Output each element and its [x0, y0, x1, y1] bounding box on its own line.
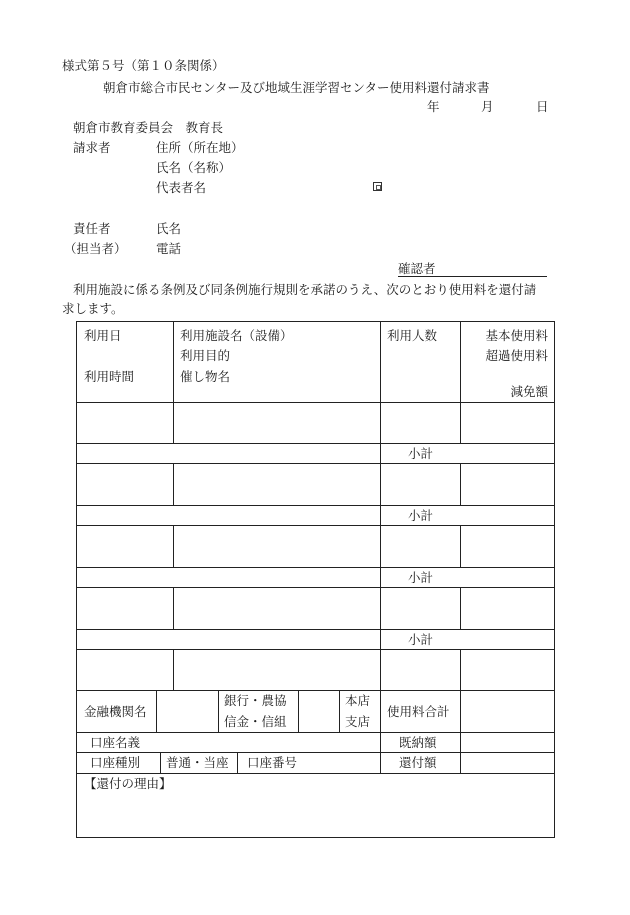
confirmer-label: 確認者 [398, 261, 436, 276]
row-line [77, 690, 554, 691]
row-line [77, 732, 554, 733]
header-count: 利用人数 [387, 328, 438, 343]
header-use-date: 利用日 [84, 328, 122, 343]
paid-amount-label: 既納額 [399, 735, 437, 750]
subtotal-label: 小計 [408, 632, 434, 647]
date-year: 年 [427, 99, 440, 114]
col-line [173, 587, 174, 629]
col-line [380, 463, 381, 505]
col-line [218, 690, 219, 732]
col-line [173, 525, 174, 567]
row-line [77, 443, 554, 444]
refund-table [76, 321, 555, 838]
col-line [460, 463, 461, 505]
header-purpose: 利用目的 [180, 348, 231, 363]
form-title: 朝倉市総合市民センター及び地域生涯学習センター使用料還付請求書 [103, 80, 490, 95]
account-name-label: 口座名義 [90, 735, 141, 750]
header-event: 催し物名 [180, 369, 231, 384]
responsible-label-2: （担当者） [64, 241, 127, 256]
col-line [460, 690, 461, 773]
col-line [160, 752, 161, 773]
col-line [380, 587, 381, 629]
col-line [460, 525, 461, 567]
account-type-label: 口座種別 [90, 755, 141, 770]
col-line [460, 587, 461, 629]
refund-amount-label: 還付額 [399, 755, 437, 770]
row-line [77, 773, 554, 774]
col-line [380, 322, 381, 443]
header-facility: 利用施設名（設備） [180, 328, 293, 343]
fee-total-label: 使用料合計 [387, 704, 450, 719]
row-line [77, 567, 554, 568]
bank-institution-label: 金融機関名 [84, 704, 147, 719]
branch-office-label: 支店 [345, 714, 371, 729]
row-line [77, 525, 554, 526]
row-line [77, 649, 554, 650]
col-line [380, 629, 381, 649]
seal-mark [373, 182, 382, 191]
col-line [380, 525, 381, 567]
row-line [77, 505, 554, 506]
responsible-label: 責任者 [73, 221, 111, 236]
date-day: 日 [536, 99, 549, 114]
addressee: 朝倉市教育委員会 教育長 [73, 120, 224, 135]
col-line [380, 649, 381, 690]
requester-name-label: 氏名（名称） [156, 160, 232, 175]
col-line [380, 443, 381, 463]
col-line [173, 463, 174, 505]
row-line [77, 463, 554, 464]
requester-address-label: 住所（所在地） [156, 140, 244, 155]
col-line [460, 322, 461, 443]
responsible-phone-label: 電話 [156, 241, 182, 256]
requester-representative-label: 代表者名 [156, 180, 207, 195]
header-basic-fee: 基本使用料 [485, 328, 548, 343]
responsible-name-label: 氏名 [156, 221, 182, 236]
head-office-label: 本店 [345, 693, 371, 708]
col-line [173, 649, 174, 690]
subtotal-label: 小計 [408, 446, 434, 461]
header-excess-fee: 超過使用料 [485, 348, 548, 363]
statement-line-1: 利用施設に係る条例及び同条例施行規則を承諾のうえ、次のとおり使用料を還付請 [73, 282, 537, 297]
header-discount: 減免額 [510, 384, 548, 399]
col-line [339, 690, 340, 732]
col-line [237, 752, 238, 773]
subtotal-label: 小計 [408, 570, 434, 585]
bank-agri-label: 銀行・農協 [224, 693, 287, 708]
col-line [380, 567, 381, 587]
col-line [460, 649, 461, 690]
subtotal-label: 小計 [408, 508, 434, 523]
refund-reason-label: 【還付の理由】 [84, 776, 172, 791]
col-line [173, 322, 174, 443]
date-month: 月 [481, 99, 494, 114]
credit-union-label: 信金・信組 [224, 714, 287, 729]
account-number-label: 口座番号 [247, 755, 298, 770]
account-type-options: 普通・当座 [166, 755, 229, 770]
row-line [77, 587, 554, 588]
header-use-time: 利用時間 [84, 369, 135, 384]
confirmer-underline [398, 276, 547, 277]
form-number: 様式第５号（第１０条関係） [62, 58, 225, 73]
col-line [380, 690, 381, 773]
statement-line-2: 求します。 [62, 301, 124, 316]
col-line [156, 690, 157, 732]
row-line [77, 752, 554, 753]
row-line [77, 629, 554, 630]
requester-label: 請求者 [73, 140, 111, 155]
col-line [298, 690, 299, 732]
row-line [77, 402, 554, 403]
col-line [380, 505, 381, 525]
